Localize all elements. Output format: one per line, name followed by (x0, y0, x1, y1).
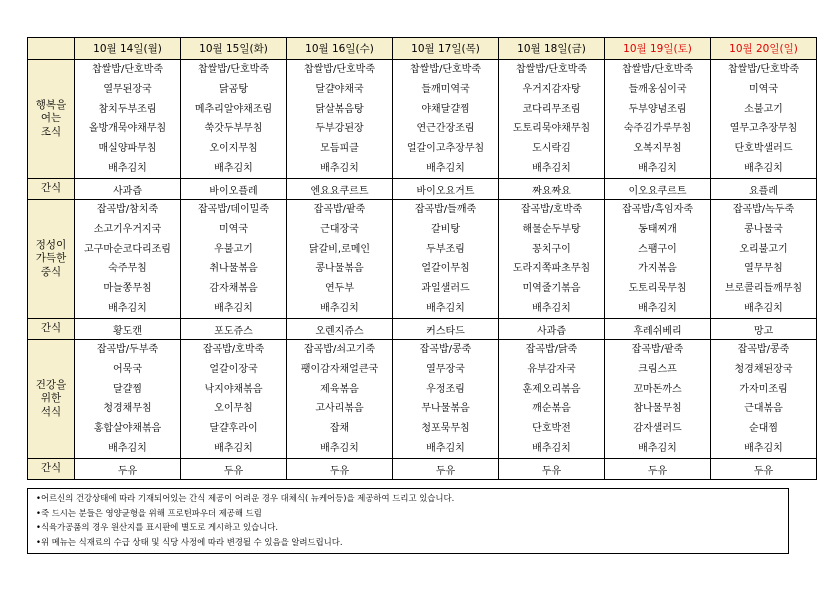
menu-item: 배추김치 (532, 162, 571, 174)
menu-item: 오리불고기 (739, 243, 788, 255)
menu-item: 단호박전 (532, 422, 571, 434)
menu-item: 배추김치 (320, 162, 359, 174)
snack-cell: 바이오요거트 (393, 179, 499, 200)
menu-item: 우정조림 (426, 383, 465, 395)
snack-cell: 요플레 (711, 179, 817, 200)
snack-cell: 황도캔 (75, 319, 181, 340)
snack-cell: 두유 (499, 459, 605, 480)
day-header: 10월 15일(화) (181, 38, 287, 60)
menu-item: 잡곡밥/두부죽 (96, 344, 159, 356)
snack-cell: 포도쥬스 (181, 319, 287, 340)
snack-cell: 두유 (605, 459, 711, 480)
meal-cell (393, 200, 499, 319)
meal-row (28, 60, 817, 179)
menu-item: 어묵국 (113, 363, 142, 375)
menu-item: 해물순두부탕 (522, 223, 581, 235)
menu-item: 잡곡밥/데이밀죽 (198, 204, 269, 216)
menu-item: 찹쌀밥/단호박죽 (516, 64, 587, 76)
snack-cell: 짜요짜요 (499, 179, 605, 200)
menu-item: 배추김치 (320, 442, 359, 454)
meal-cell (499, 60, 605, 179)
meal-row (28, 340, 817, 459)
menu-item: 훈제오리볶음 (522, 383, 581, 395)
menu-item: 배추김치 (426, 442, 465, 454)
menu-item: 스팸구이 (638, 243, 677, 255)
snack-cell: 망고 (711, 319, 817, 340)
snack-cell: 사과즙 (75, 179, 181, 200)
meal-row (28, 200, 817, 319)
menu-item: 찹쌀밥/단호박죽 (622, 64, 693, 76)
menu-item: 얼갈이고추장무침 (406, 142, 485, 154)
menu-item: 찹쌀밥/단호박죽 (410, 64, 481, 76)
menu-item: 쑥갓두부무침 (204, 123, 263, 135)
menu-item: 배추김치 (532, 302, 571, 314)
snack-row (28, 459, 817, 480)
menu-item: 소불고기 (744, 103, 783, 115)
menu-item: 배추김치 (426, 302, 465, 314)
menu-item: 올방개묵야채무침 (88, 123, 167, 135)
menu-item: 두부조림 (426, 243, 465, 255)
meal-label-line: 석식 (40, 405, 62, 418)
snack-cell: 두유 (181, 459, 287, 480)
menu-item: 잡곡밥/팥죽 (631, 344, 684, 356)
meal-label-line: 건강을 (35, 379, 67, 392)
snack-cell: 두유 (393, 459, 499, 480)
menu-item: 도시락김 (532, 142, 571, 154)
menu-item: 숙주김가루무침 (623, 123, 692, 135)
menu-item: 잡곡밥/호박죽 (520, 204, 583, 216)
menu-item: 닭살볶음탕 (315, 103, 364, 115)
day-header: 10월 19일(토) (605, 38, 711, 60)
menu-item: 배추김치 (108, 162, 147, 174)
note-line: •위 메뉴는 식재료의 수급 상태 및 식당 사정에 따라 변경될 수 있음을 알려드립니다. (36, 536, 343, 547)
menu-item: 취나물볶음 (209, 263, 258, 275)
meal-cell (711, 340, 817, 459)
note-line: •죽 드시는 분들은 영양균형을 위해 프로틴파우더 제공해 드림 (36, 507, 262, 518)
menu-item: 과일샐러드 (421, 282, 470, 294)
menu-item: 팽이감자채얼큰국 (300, 363, 379, 375)
snack-cell: 커스타드 (393, 319, 499, 340)
menu-item: 배추김치 (214, 302, 253, 314)
snack-label: 간식 (28, 459, 75, 480)
menu-item: 고구마순코다리조림 (84, 243, 171, 255)
menu-item: 열무무침 (744, 263, 783, 275)
menu-item: 연근간장조림 (416, 123, 475, 135)
day-header: 10월 16일(수) (287, 38, 393, 60)
weekly-menu-table (27, 37, 817, 480)
menu-item: 청포묵무침 (421, 422, 470, 434)
menu-item: 콩나물볶음 (315, 263, 364, 275)
menu-item: 잡곡밥/콩죽 (419, 344, 472, 356)
snack-cell: 두유 (711, 459, 817, 480)
menu-item: 낙지야채볶음 (204, 383, 263, 395)
snack-label: 간식 (28, 179, 75, 200)
menu-item: 찹쌀밥/단호박죽 (304, 64, 375, 76)
notes-box (27, 488, 789, 554)
menu-item: 오복지무침 (633, 142, 682, 154)
menu-item: 배추김치 (638, 162, 677, 174)
menu-item: 제육볶음 (320, 383, 359, 395)
menu-item: 찹쌀밥/단호박죽 (198, 64, 269, 76)
menu-item: 참치두부조림 (98, 103, 157, 115)
menu-item: 잡곡밥/쇠고기죽 (304, 344, 375, 356)
menu-item: 동태찌개 (638, 223, 677, 235)
menu-item: 달걀찜 (113, 383, 142, 395)
menu-item: 미역국 (219, 223, 248, 235)
snack-cell: 이오요쿠르트 (605, 179, 711, 200)
snack-label: 간식 (28, 319, 75, 340)
menu-item: 도토리묵무침 (628, 282, 687, 294)
menu-item: 연두부 (325, 282, 354, 294)
menu-item: 달걀야채국 (315, 83, 364, 95)
snack-row (28, 179, 817, 200)
snack-cell: 후레쉬베리 (605, 319, 711, 340)
meal-cell (287, 60, 393, 179)
menu-item: 들깨옹심이국 (628, 83, 687, 95)
menu-item: 잡곡밥/호박죽 (202, 344, 265, 356)
menu-item: 배추김치 (108, 442, 147, 454)
menu-item: 꼬마돈까스 (633, 383, 682, 395)
menu-item: 배추김치 (320, 302, 359, 314)
menu-item: 잡곡밥/콩죽 (737, 344, 790, 356)
day-header: 10월 17일(목) (393, 38, 499, 60)
menu-item: 얼갈이장국 (209, 363, 258, 375)
meal-label-line: 중식 (40, 265, 62, 278)
menu-item: 모듬피클 (320, 142, 359, 154)
menu-item: 유부감자국 (527, 363, 576, 375)
day-header: 10월 20일(일) (711, 38, 817, 60)
menu-item: 고사리볶음 (315, 403, 364, 415)
menu-item: 들깨미역국 (421, 83, 470, 95)
meal-label-line: 조식 (40, 125, 62, 138)
meal-cell (287, 200, 393, 319)
menu-item: 찹쌀밥/단호박죽 (92, 64, 163, 76)
menu-item: 배추김치 (744, 162, 783, 174)
menu-item: 단호박샐러드 (734, 142, 793, 154)
menu-item: 닭갈비,로메인 (308, 243, 371, 255)
menu-item: 열무장국 (426, 363, 465, 375)
snack-cell: 두유 (287, 459, 393, 480)
snack-cell: 바이오플레 (181, 179, 287, 200)
day-header: 10월 14일(월) (75, 38, 181, 60)
corner-cell (28, 38, 75, 60)
meal-cell (605, 200, 711, 319)
menu-item: 우거지감자탕 (522, 83, 581, 95)
day-header-row (28, 38, 817, 60)
meal-label (28, 60, 75, 179)
menu-item: 참나물무침 (633, 403, 682, 415)
menu-item: 잡곡밥/참치죽 (96, 204, 159, 216)
meal-cell (181, 340, 287, 459)
meal-cell (287, 340, 393, 459)
menu-item: 청경채된장국 (734, 363, 793, 375)
menu-item: 미역줄기볶음 (522, 282, 581, 294)
menu-item: 소고기우거지국 (93, 223, 162, 235)
menu-item: 미역국 (749, 83, 778, 95)
menu-item: 꽁치구이 (532, 243, 571, 255)
menu-item: 얼갈이무침 (421, 263, 470, 275)
menu-item: 브로콜리들깨무침 (724, 282, 803, 294)
menu-item: 숙주무침 (108, 263, 147, 275)
meal-cell (75, 340, 181, 459)
menu-item: 잡곡밥/녹두죽 (732, 204, 795, 216)
menu-item: 배추김치 (638, 302, 677, 314)
menu-item: 도토리묵야채무침 (512, 123, 591, 135)
menu-item: 매실양파무침 (98, 142, 157, 154)
menu-item: 오이지무침 (209, 142, 258, 154)
menu-item: 배추김치 (638, 442, 677, 454)
menu-item: 코다리무조림 (522, 103, 581, 115)
menu-item: 잡곡밥/흑임자죽 (622, 204, 693, 216)
menu-item: 찹쌀밥/단호박죽 (728, 64, 799, 76)
meal-cell (499, 340, 605, 459)
menu-item: 야채달걀찜 (421, 103, 470, 115)
menu-item: 가지볶음 (638, 263, 677, 275)
snack-cell: 엔요요쿠르트 (287, 179, 393, 200)
menu-item: 갈비탕 (431, 223, 460, 235)
menu-item: 청경채무침 (103, 403, 152, 415)
meal-label-line: 행복을 (35, 99, 67, 112)
meal-label-line: 가득한 (35, 252, 67, 265)
note-line: •식육가공품의 경우 원산지를 표시판에 별도로 게시하고 있습니다. (36, 522, 279, 532)
meal-cell (393, 340, 499, 459)
menu-item: 잡곡밥/들깨죽 (414, 204, 477, 216)
meal-cell (75, 200, 181, 319)
menu-item: 도라지쪽파초무침 (512, 263, 591, 275)
menu-item: 닭곰탕 (219, 83, 248, 95)
snack-cell: 두유 (75, 459, 181, 480)
menu-item: 배추김치 (744, 442, 783, 454)
menu-item: 두부강된장 (315, 123, 364, 135)
menu-item: 잡채 (329, 422, 350, 434)
meal-cell (605, 340, 711, 459)
menu-item: 오이무침 (214, 403, 253, 415)
menu-item: 우불고기 (214, 243, 253, 255)
menu-item: 크림스프 (638, 363, 677, 375)
snack-cell: 오렌지쥬스 (287, 319, 393, 340)
menu-item: 잡곡밥/팥죽 (313, 204, 366, 216)
menu-item: 배추김치 (532, 442, 571, 454)
meal-label (28, 200, 75, 319)
meal-cell (605, 60, 711, 179)
meal-cell (499, 200, 605, 319)
menu-item: 콩나물국 (744, 223, 783, 235)
menu-item: 근대장국 (320, 223, 359, 235)
menu-item: 배추김치 (744, 302, 783, 314)
menu-item: 달걀후라이 (209, 422, 258, 434)
meal-cell (181, 200, 287, 319)
meal-label-line: 정성이 (35, 239, 67, 252)
menu-item: 배추김치 (214, 442, 253, 454)
menu-item: 배추김치 (108, 302, 147, 314)
meal-label-line: 위한 (40, 392, 62, 405)
menu-item: 감자샐러드 (633, 422, 682, 434)
menu-item: 잡곡밥/닭죽 (525, 344, 578, 356)
meal-label-line: 여는 (40, 112, 62, 125)
menu-item: 메추리알야채조림 (194, 103, 273, 115)
day-header: 10월 18일(금) (499, 38, 605, 60)
meal-cell (711, 60, 817, 179)
meal-cell (75, 60, 181, 179)
menu-item: 배추김치 (426, 162, 465, 174)
menu-item: 깨순볶음 (532, 403, 571, 415)
meal-cell (711, 200, 817, 319)
menu-item: 감자채볶음 (209, 282, 258, 294)
menu-item: 무나물볶음 (421, 403, 470, 415)
meal-cell (393, 60, 499, 179)
menu-item: 열무된장국 (103, 83, 152, 95)
menu-item: 가자미조림 (739, 383, 788, 395)
meal-cell (181, 60, 287, 179)
snack-cell: 사과즙 (499, 319, 605, 340)
snack-row (28, 319, 817, 340)
menu-item: 마늘쫑무침 (103, 282, 152, 294)
meal-label (28, 340, 75, 459)
menu-item: 두부양념조림 (628, 103, 687, 115)
menu-item: 근대볶음 (744, 403, 783, 415)
note-line: •어르신의 건강상태에 따라 기재되어있는 간식 제공이 어려운 경우 대체식( 뉴케어등)을 제공하여 드리고 있습니다. (36, 493, 455, 503)
menu-item: 배추김치 (214, 162, 253, 174)
menu-item: 홍합살야채볶음 (93, 422, 162, 434)
menu-item: 순대찜 (749, 422, 778, 434)
menu-item: 열무고추장무침 (729, 123, 798, 135)
